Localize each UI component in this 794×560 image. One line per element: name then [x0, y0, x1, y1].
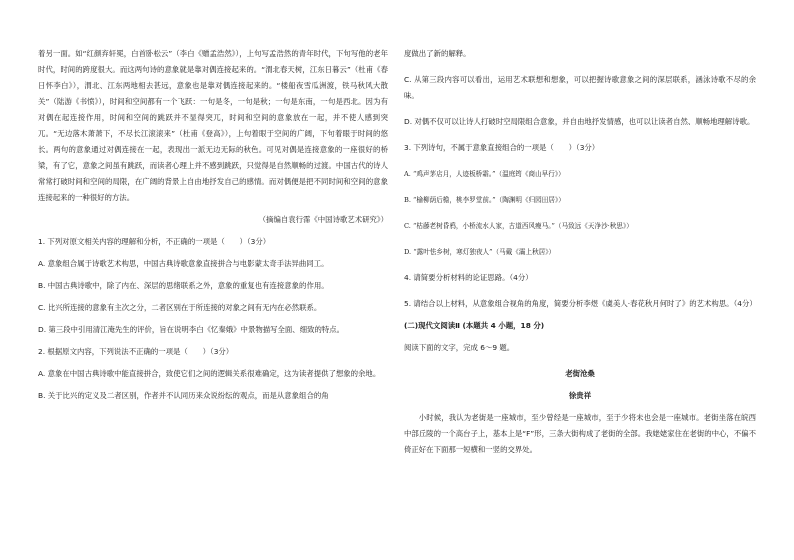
question-2-option-a: A. 意象在中国古典诗歌中能直接拼合，致使它们之间的逻辑关系很难确定，这为读者提供了想象的余地。: [38, 369, 381, 378]
question-2-option-d: D. 对偶不仅可以让诗人打破时空局限组合意象，并自由地抒发情感，也可以让读者自然、顺畅地理解诗歌。: [404, 117, 755, 126]
left-column: [38, 46, 388, 404]
section-heading: (二)现代文阅读Ⅱ (本题共 4 小题，18 分): [404, 321, 545, 330]
question-1-option-a: A. 意象组合属于诗歌艺术构思，中国古典诗歌意象直接拼合与电影蒙太奇手法异曲同工。: [38, 259, 329, 268]
story-paragraph: 小时候，我认为老街是一座城市，至少曾经是一座城市，至于少将未也会是一座城市。老街坐落在皖西中部丘陵的一个高台子上，基本上是“F”形，三条大街构成了老街的全部。我姥姥家住在老街的中心，不偏不倚正好在下面那一短横和一竖的交界处。: [404, 413, 756, 454]
passage-paragraph: 着另一面。如“红颜弃轩冕，白首卧松云”（李白《赠孟浩然》），上句写孟浩然的青年时代，下句写他的老年时代，时间的跨度很大。而这两句诗的意象就是靠对偶连接起来的。“渭北春天树，江东日暮云”（杜甫《春日怀李白》），渭北、江东两地相去甚远，意象也是靠对偶连接起来的。“楼船夜雪瓜洲渡，铁马秋风大散关”（陆游《书愤》），时间和空间都有一个飞跃：一句是冬，一句是秋；一句是东南，一句是西北。因为有对偶在起连接作用，时间和空间的跳跃并不显得突兀，时间和空间的意象放在一起，并不使人感到突兀。“无边落木萧萧下，不尽长江滚滚来”（杜甫《登高》），上句着眼于空间的广阔，下句着眼于时间的悠长。两句的意象通过对偶连接在一起，表现出一派无边无际的秋色。可见对偶是连接意象的一座很好的桥梁，有了它，意象之间虽有跳跃，而读者心理上并不感到跳跃，只觉得是自然顺畅的过渡。中国古代的诗人常常打破时间和空间的局限，在广阔的背景上自由地抒发自己的感情。而对偶便是把不同时间和空间的意象连接起来的一种很好的方法。: [38, 49, 388, 202]
story-author: 徐贵祥: [568, 391, 592, 400]
question-2-option-c: C. 从第三段内容可以看出，运用艺术联想和想象，可以把握诗歌意象之间的深层联系，涵泳诗歌不尽的余味。: [404, 75, 756, 100]
question-3-option-d: D. “露叶怯乡树，寒灯独夜人”（马戴《灞上秋居》）: [404, 248, 556, 256]
question-3-stem: 3. 下列诗句，不属于意象直接组合的一项是（ ）（3分）: [404, 143, 600, 152]
question-2-stem: 2. 根据原文内容，下列说法不正确的一项是（ ）（3分）: [38, 347, 234, 356]
source-citation: （摘编自袁行霈《中国诗歌艺术研究》）: [258, 215, 388, 224]
reading-instruction: 阅读下面的文字，完成 6～9 题。: [404, 343, 515, 352]
story-title: 老街沧桑: [565, 369, 595, 378]
question-1-stem: 1. 下列对原文相关内容的理解和分析，不正确的一项是（ ）（3分）: [38, 237, 271, 246]
question-3-option-c: C. “枯藤老树昏鸦，小桥流水人家，古道西风瘦马。”（马致远《天净沙·秋思》）: [404, 222, 633, 230]
question-1-option-b: B. 中国古典诗歌中，除了内在、深层的思绪联系之外，意象的重复也有连接意象的作用。: [38, 281, 329, 290]
question-4: 4. 请简要分析材料的论证思路。（4分）: [404, 273, 533, 282]
question-5: 5. 请结合以上材料，从意象组合视角的角度，简要分析李煜《虞美人·春花秋月何时了》的艺术构思。（4分）: [404, 299, 757, 308]
question-3-option-b: B. “榆柳荫后檐，桃李罗堂前。”（陶渊明《归园田居》）: [404, 196, 565, 204]
question-1-option-c: C. 比兴所连接的意象有主次之分，二者区别在于所连接的对象之间有无内在必然联系。: [38, 303, 322, 312]
question-2-option-b-continued: 度做出了新的解释。: [404, 49, 471, 58]
question-1-option-d: D. 第三段中引用清江淹先生的评价，旨在说明李白《忆秦娥》中景物描写全面、细致的特点。: [38, 325, 345, 334]
question-3-option-a: A. “鸡声茅店月，人迹板桥霜。”（温庭筠《商山早行》）: [404, 170, 565, 178]
right-column: [404, 46, 756, 458]
question-2-option-b: B. 关于比兴的定义及二者区别，作者并不认同历来众说纷纭的观点，而是从意象组合的角: [38, 391, 329, 400]
